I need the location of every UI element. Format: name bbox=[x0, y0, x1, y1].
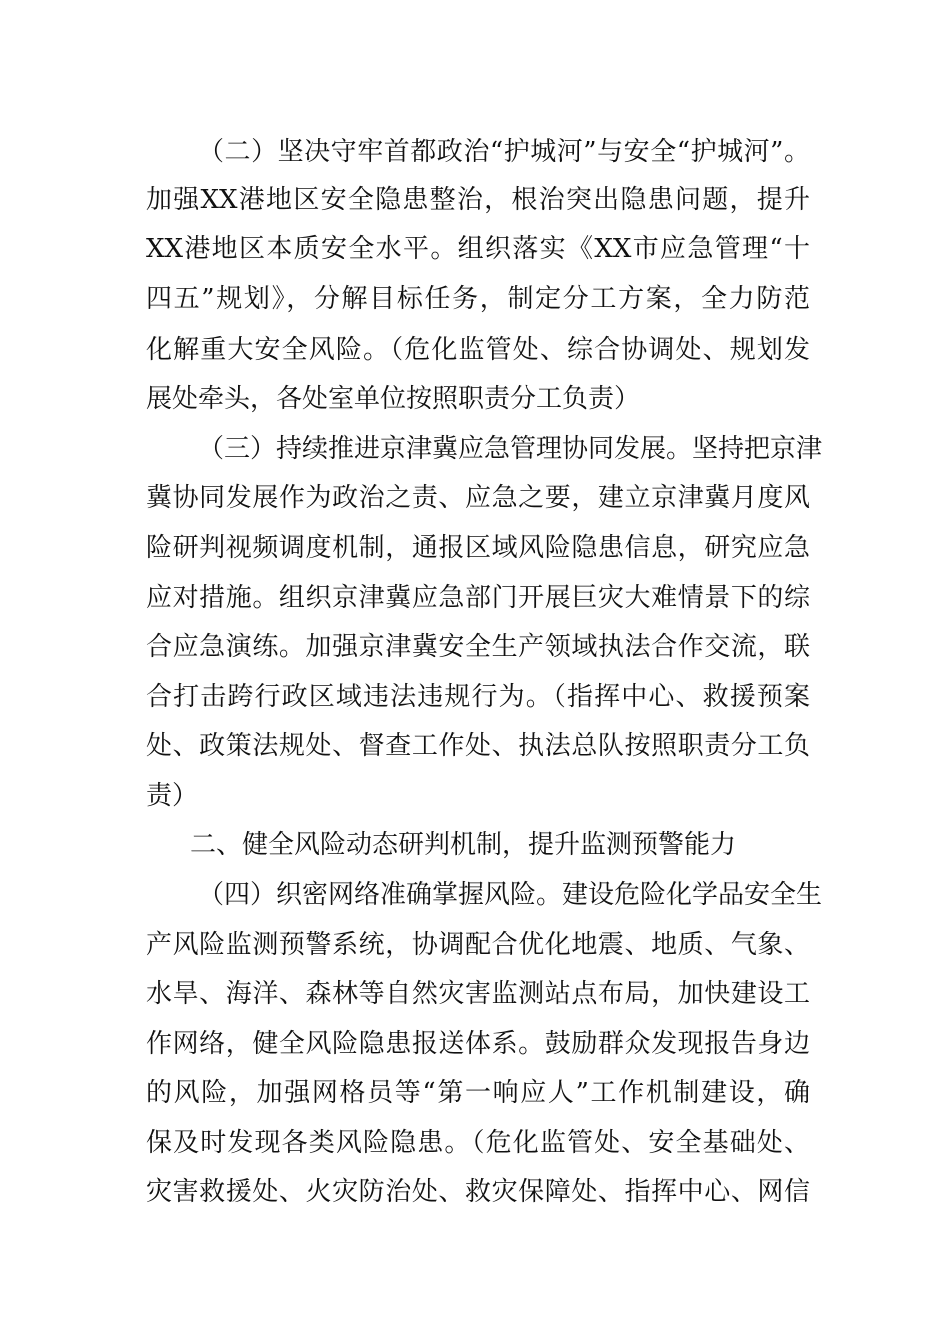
text-line: （二）坚决守牢首都政治“护城河”与安全“护城河”。 bbox=[198, 137, 810, 167]
section-heading: 二、健全风险动态研判机制，提升监测预警能力 bbox=[190, 830, 737, 860]
text-line: 责） bbox=[146, 781, 199, 811]
text-line: 化解重大安全风险。（危化监管处、综合协调处、规划发 bbox=[146, 335, 810, 365]
text-line: 险研判视频调度机制，通报区域风险隐患信息，研究应急 bbox=[146, 533, 810, 563]
text-line: 冀协同发展作为政治之责、应急之要，建立京津冀月度风 bbox=[146, 483, 810, 513]
text-line: 加强XX港地区安全隐患整治，根治突出隐患问题，提升 bbox=[146, 185, 810, 215]
text-line: 的风险，加强网格员等“第一响应人”工作机制建设，确 bbox=[146, 1078, 810, 1108]
text-line: 水旱、海洋、森林等自然灾害监测站点布局，加快建设工 bbox=[146, 979, 810, 1009]
text-line: 产风险监测预警系统，协调配合优化地震、地质、气象、 bbox=[146, 930, 810, 960]
text-line: 灾害救援处、火灾防治处、救灾保障处、指挥中心、网信 bbox=[146, 1177, 810, 1207]
text-line: 四五”规划》，分解目标任务，制定分工方案，全力防范 bbox=[146, 284, 810, 314]
text-line: 合应急演练。加强京津冀安全生产领域执法合作交流，联 bbox=[146, 632, 810, 662]
text-line: （四）织密网络准确掌握风险。建设危险化学品安全生 bbox=[198, 880, 823, 910]
text-line: 应对措施。组织京津冀应急部门开展巨灾大难情景下的综 bbox=[146, 583, 810, 613]
text-line: （三）持续推进京津冀应急管理协同发展。坚持把京津 bbox=[198, 434, 823, 464]
text-line: 处、政策法规处、督查工作处、执法总队按照职责分工负 bbox=[146, 731, 810, 761]
text-line: 保及时发现各类风险隐患。（危化监管处、安全基础处、 bbox=[146, 1128, 810, 1158]
text-line: XX港地区本质安全水平。组织落实《XX市应急管理“十 bbox=[146, 234, 810, 264]
text-line: 合打击跨行政区域违法违规行为。（指挥中心、救援预案 bbox=[146, 682, 810, 712]
text-line: 作网络，健全风险隐患报送体系。鼓励群众发现报告身边 bbox=[146, 1029, 810, 1059]
text-line: 展处牵头，各处室单位按照职责分工负责） bbox=[146, 384, 641, 414]
